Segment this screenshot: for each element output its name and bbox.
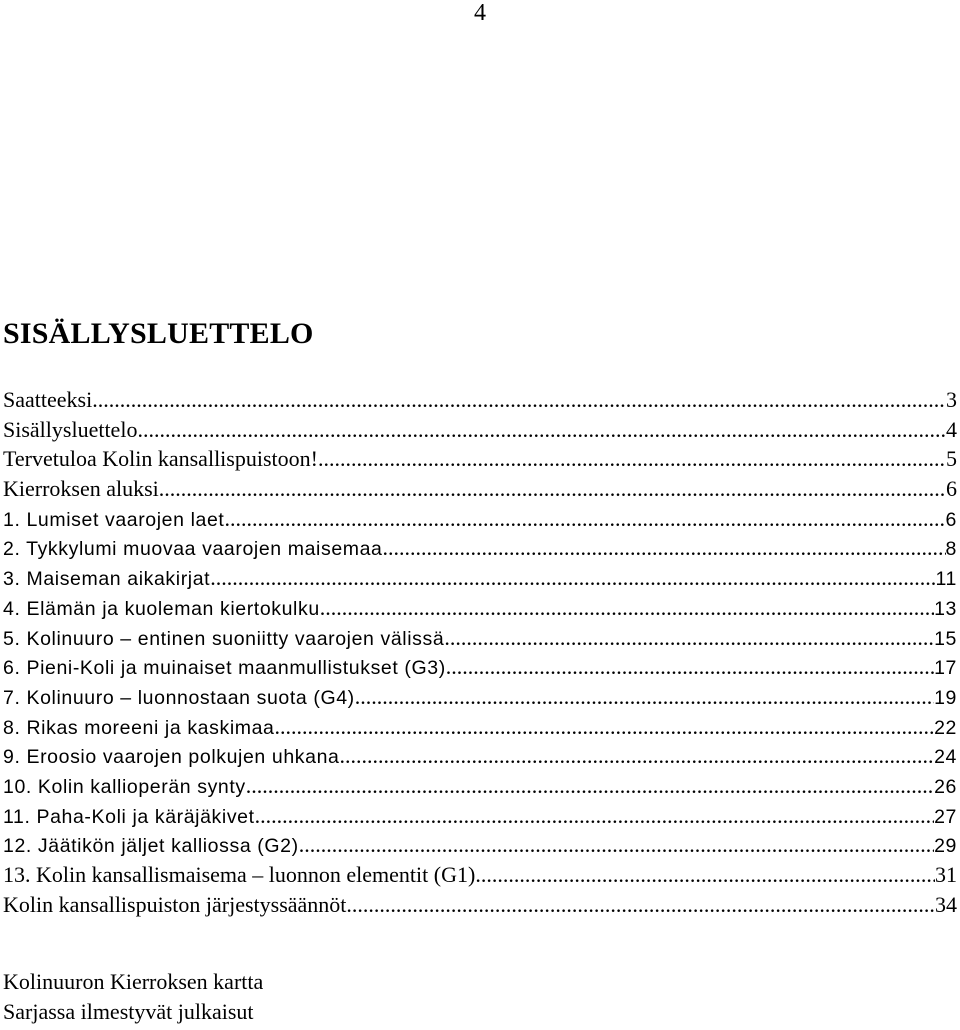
toc-entry-label: 13. Kolin kansallismaisema – luonnon elementit (G1) <box>3 862 476 887</box>
toc-entry[interactable] <box>3 533 957 563</box>
toc-entry-page: 11 <box>935 568 957 591</box>
toc-entry-page: 17 <box>934 657 957 680</box>
dot-leader <box>320 593 934 623</box>
dot-leader <box>339 741 934 771</box>
toc-entry[interactable] <box>3 563 957 593</box>
toc-entry-page: 6 <box>945 508 957 531</box>
dot-leader <box>246 771 934 801</box>
page-number: 4 <box>474 0 486 26</box>
toc-entry[interactable] <box>3 890 957 920</box>
toc-entry[interactable] <box>3 415 957 445</box>
toc-entry-label: 8. Rikas moreeni ja kaskimaa <box>3 716 275 739</box>
dot-leader <box>159 474 946 504</box>
dot-leader <box>346 890 935 920</box>
appendix-item-map[interactable]: Kolinuuron Kierroksen kartta <box>3 969 264 994</box>
toc-entry-label: Kolin kansallispuiston järjestyssäännöt <box>3 891 347 917</box>
toc-entry-label: 12. Jäätikön jäljet kalliossa (G2) <box>3 835 299 858</box>
toc-entry[interactable] <box>3 504 957 534</box>
toc-entry-label: 11. Paha-Koli ja käräjäkivet <box>3 805 255 828</box>
toc-entry-label: 2. Tykkylumi muovaa vaarojen maisemaa <box>3 538 383 561</box>
dot-leader <box>210 563 935 593</box>
toc-entry-page: 3 <box>946 387 957 412</box>
toc-entry[interactable] <box>3 474 957 504</box>
toc-entry[interactable] <box>3 593 957 623</box>
toc-entry-page: 31 <box>935 862 957 887</box>
toc-entry-label: 10. Kolin kallioperän synty <box>3 775 246 798</box>
table-of-contents <box>3 385 957 919</box>
toc-entry-label: 5. Kolinuuro – entinen suoniitty vaarojen välissä <box>3 627 445 650</box>
toc-entry[interactable] <box>3 444 957 474</box>
appendix-item-publications[interactable]: Sarjassa ilmestyvät julkaisut <box>3 998 254 1024</box>
dot-leader <box>444 623 934 653</box>
dot-leader <box>92 385 946 415</box>
dot-leader <box>446 652 934 682</box>
toc-entry-page: 27 <box>934 805 957 828</box>
toc-entry-page: 8 <box>945 538 957 561</box>
dot-leader <box>224 504 945 534</box>
appendix-list <box>3 967 263 1026</box>
toc-entry-page: 24 <box>934 746 957 769</box>
toc-entry-label: 9. Eroosio vaarojen polkujen uhkana <box>3 746 340 769</box>
toc-entry-page: 26 <box>934 775 957 798</box>
toc-entry-label: Tervetuloa Kolin kansallispuistoon! <box>3 446 318 472</box>
dot-leader <box>383 533 946 563</box>
toc-entry-page: 5 <box>946 446 957 472</box>
toc-entry[interactable] <box>3 830 957 860</box>
toc-entry[interactable] <box>3 741 957 771</box>
toc-entry-page: 6 <box>946 476 957 502</box>
toc-entry[interactable] <box>3 385 957 415</box>
toc-entry[interactable] <box>3 801 957 831</box>
toc-entry-page: 34 <box>935 891 957 917</box>
toc-entry-page: 4 <box>946 416 957 442</box>
toc-entry[interactable] <box>3 623 957 653</box>
toc-entry-label: 7. Kolinuuro – luonnostaan suota (G4) <box>3 686 355 709</box>
toc-entry-label: Saatteeksi <box>3 387 93 412</box>
toc-entry-label: 3. Maiseman aikakirjat <box>3 568 211 591</box>
dot-leader <box>137 415 946 445</box>
toc-entry-label: 4. Elämän ja kuoleman kiertokulku <box>3 597 320 620</box>
dot-leader <box>274 712 934 742</box>
toc-entry-label: Sisällysluettelo <box>3 416 138 442</box>
dot-leader <box>318 444 946 474</box>
toc-entry[interactable] <box>3 652 957 682</box>
toc-entry-label: 6. Pieni-Koli ja muinaiset maanmullistukset (G3) <box>3 657 446 680</box>
toc-entry[interactable] <box>3 712 957 742</box>
toc-entry-page: 13 <box>934 597 957 620</box>
dot-leader <box>475 860 935 890</box>
dot-leader <box>355 682 934 712</box>
toc-entry-label: 1. Lumiset vaarojen laet <box>3 508 225 531</box>
toc-entry-label: Kierroksen aluksi <box>3 476 159 502</box>
toc-entry[interactable] <box>3 771 957 801</box>
toc-title: SISÄLLYSLUETTELO <box>3 317 314 350</box>
toc-entry-page: 29 <box>934 835 957 858</box>
dot-leader <box>299 830 934 860</box>
toc-entry[interactable] <box>3 682 957 712</box>
toc-entry-page: 15 <box>934 627 957 650</box>
toc-entry-page: 19 <box>934 686 957 709</box>
dot-leader <box>255 801 934 831</box>
toc-entry[interactable] <box>3 860 957 890</box>
toc-entry-page: 22 <box>934 716 957 739</box>
